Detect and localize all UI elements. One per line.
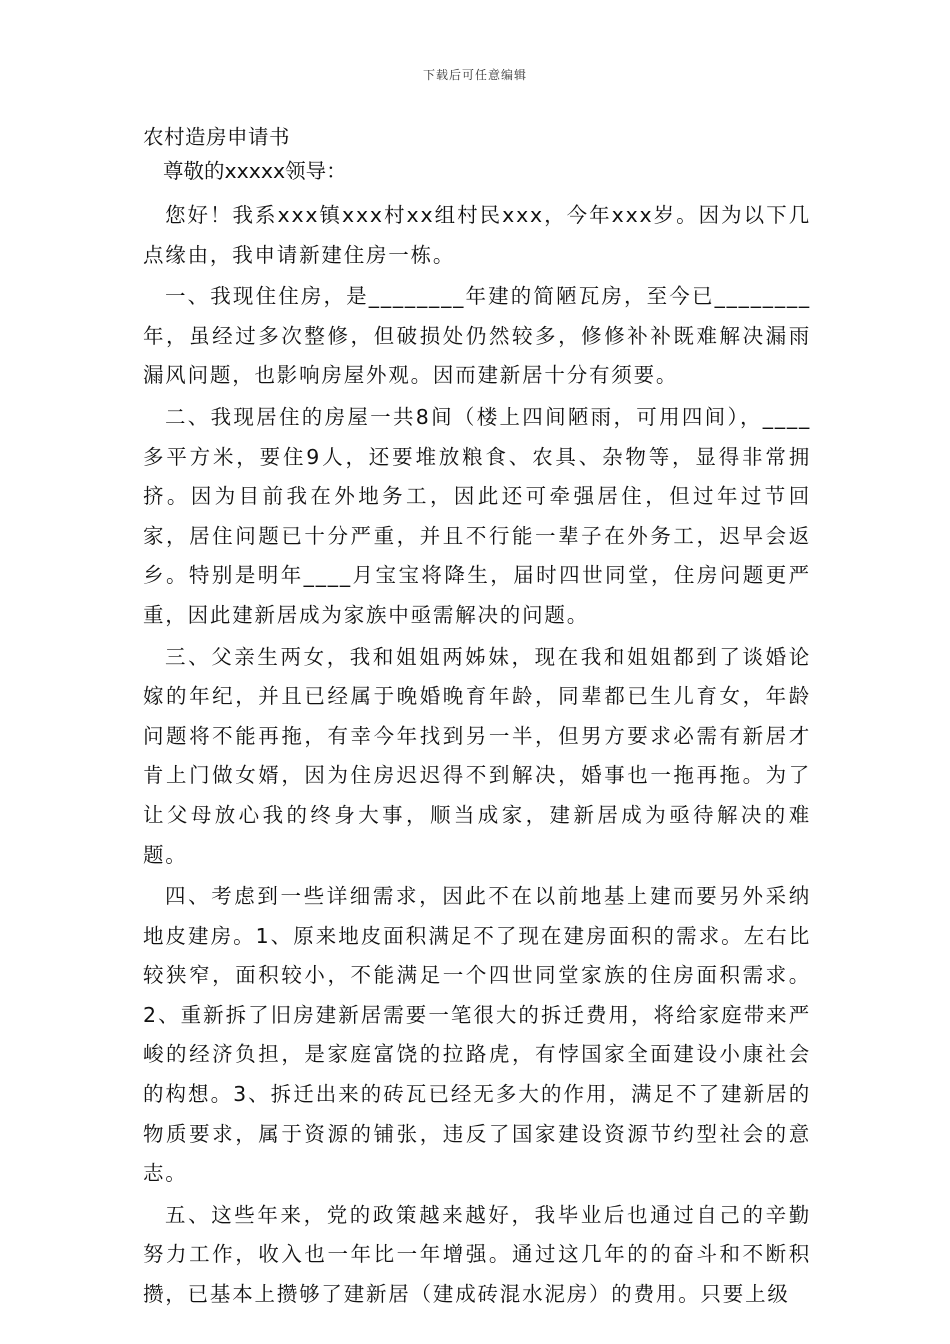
paragraph-reason-one: 一、我现住住房，是________年建的简陋瓦房，至今已________年，虽经过多次整修，但破损处仍然较多，修修补补既难解决漏雨漏风问题，也影响房屋外观。因而建新居十分有须要。 [143, 284, 811, 388]
document-body [143, 122, 811, 1315]
paragraph-reason-five: 五、这些年来，党的政策越来越好，我毕业后也通过自己的辛勤努力工作，收入也一年比一年增强。通过这几年的的奋斗和不断积攒，已基本上攒够了建新居（建成砖混水泥房）的费用。只要上级 [143, 1202, 811, 1307]
paragraph-reason-two: 二、我现居住的房屋一共8间（楼上四间陋雨，可用四间），____多平方米，要住9人，还要堆放粮食、农具、杂物等，显得非常拥挤。因为目前我在外地务工，因此还可牵强居住，但过年过节回家，居住问题已十分严重，并且不行能一辈子在外务工，迟早会返乡。特别是明年____月宝宝将降生，届时四世同堂，住房问题更严重，因此建新居成为家族中亟需解决的问题。 [143, 404, 811, 627]
paragraph-reason-three: 三、父亲生两女，我和姐姐两姊妹，现在我和姐姐都到了谈婚论嫁的年纪，并且已经属于晚婚晚育年龄，同辈都已生儿育女，年龄问题将不能再拖，有幸今年找到另一半，但男方要求必需有新居才肯上门做女婿，因为住房迟迟得不到解决，婚事也一拖再拖。为了让父母放心我的终身大事，顺当成家，建新居成为亟待解决的难题。 [143, 644, 811, 867]
document-title: 农村造房申请书 [143, 125, 290, 149]
header-note: 下载后可任意编辑 [422, 68, 527, 82]
salutation: 尊敬的xxxxx领导： [163, 159, 347, 183]
paragraph-reason-four: 四、考虑到一些详细需求，因此不在以前地基上建而要另外采纳地皮建房。1、原来地皮面积满足不了现在建房面积的需求。左右比较狭窄，面积较小，不能满足一个四世同堂家族的住房面积需求。2、重新拆了旧房建新居需要一笔很大的拆迁费用，将给家庭带来严峻的经济负担，是家庭富饶的拉路虎，有悖国家全面建设小康社会的构想。3、拆迁出来的砖瓦已经无多大的作用，满足不了建新居的物质要求，属于资源的铺张，违反了国家建设资源节约型社会的意志。 [143, 884, 811, 1186]
paragraph-greeting: 您好！我系xxx镇xxx村xx组村民xxx，今年xxx岁。因为以下几点缘由，我申请新建住房一栋。 [143, 203, 811, 267]
